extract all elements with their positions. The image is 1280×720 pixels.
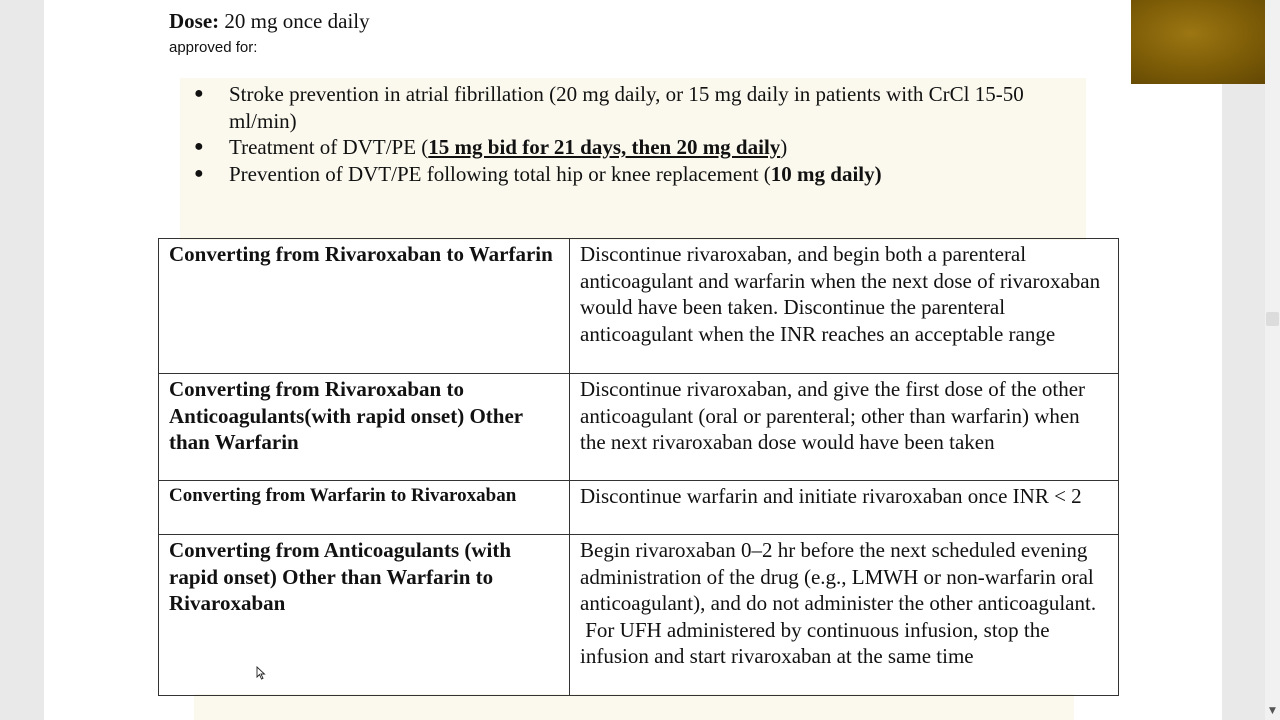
conversion-from-cell: Converting from Rivaroxaban to Anticoagulants(with rapid onset) Other than Warfarin	[159, 374, 570, 481]
conversion-from-cell: Converting from Rivaroxaban to Warfarin	[159, 239, 570, 374]
highlight-background-bottom	[194, 694, 1074, 720]
indication-text: Treatment of DVT/PE (	[229, 135, 429, 159]
indication-item	[184, 161, 1084, 188]
conversion-table	[158, 238, 1119, 696]
table-row	[159, 481, 1119, 535]
table-row	[159, 239, 1119, 374]
dose-line	[169, 8, 370, 34]
indication-text: Prevention of DVT/PE following total hip or knee replacement (	[229, 161, 771, 186]
dose-value: 20 mg once daily	[219, 9, 370, 33]
indication-item	[184, 134, 1084, 161]
table-row	[159, 374, 1119, 481]
mouse-cursor-icon	[256, 666, 266, 680]
indication-text-end: )	[780, 135, 788, 159]
scrollbar-thumb[interactable]	[1266, 312, 1279, 326]
bullet-icon: ●	[194, 164, 204, 182]
scroll-down-arrow-icon[interactable]: ▼	[1269, 706, 1276, 716]
vertical-scrollbar[interactable]	[1265, 0, 1280, 720]
indication-emphasis: 15 mg bid for 21 days, then 20 mg daily	[428, 135, 781, 159]
indication-list	[184, 81, 1084, 187]
conversion-instruction-cell: Discontinue warfarin and initiate rivaroxaban once INR < 2	[570, 481, 1119, 535]
table-row	[159, 535, 1119, 696]
conversion-instruction-cell: Discontinue rivaroxaban, and give the first dose of the other anticoagulant (oral or parenteral; other than warfarin) when the next rivaroxaban dose would have been taken	[570, 374, 1119, 481]
conversion-instruction-cell	[570, 535, 1119, 696]
bullet-icon: ●	[194, 138, 204, 155]
conversion-from-cell: Converting from Warfarin to Rivaroxaban	[159, 481, 570, 535]
conversion-from-cell: Converting from Anticoagulants (with rapid onset) Other than Warfarin to Rivaroxaban	[159, 535, 570, 696]
document-page	[44, 0, 1222, 720]
approved-for-label: approved for:	[169, 39, 258, 56]
dose-label: Dose:	[169, 9, 220, 33]
indication-emphasis: 10 mg daily)	[770, 161, 882, 186]
indication-item	[184, 81, 1084, 134]
bullet-icon: ●	[194, 85, 204, 102]
indication-text: Stroke prevention in atrial fibrillation (20 mg daily, or 15 mg daily in patients with CrCl 15-50 ml/min)	[229, 82, 1024, 133]
conversion-instruction-cell: Discontinue rivaroxaban, and begin both a parenteral anticoagulant and warfarin when the next dose of rivaroxaban would have been taken. Discontinue the parenteral anticoagulant when the INR reaches an acceptable range	[570, 239, 1119, 374]
instruction-paragraph: For UFH administered by continuous infusion, stop the infusion and start rivaroxaban at the same time	[580, 617, 1055, 668]
video-thumbnail[interactable]	[1131, 0, 1280, 84]
instruction-paragraph: Begin rivaroxaban 0–2 hr before the next scheduled evening administration of the drug (e.g., LMWH or non-warfarin oral anticoagulant), and do not administer the other anticoagulant.	[580, 538, 1097, 615]
